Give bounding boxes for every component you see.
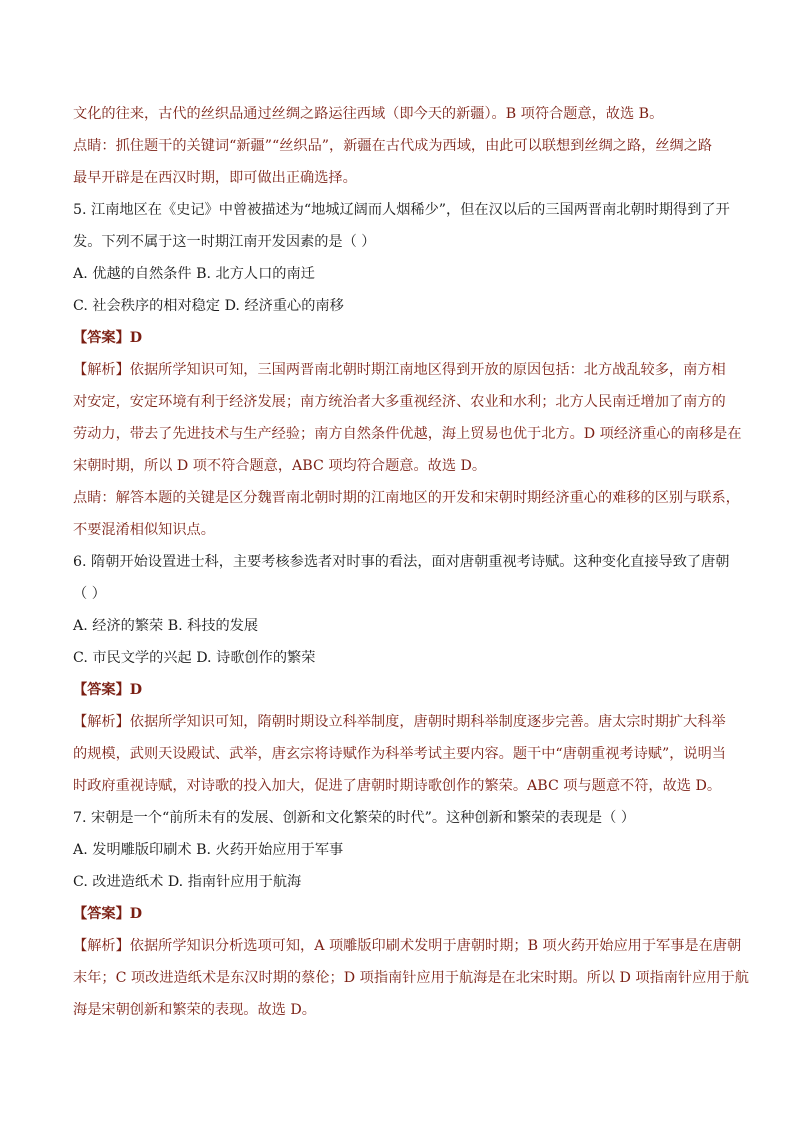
analysis-line: 末年；C 项改进造纸术是东汉时期的蔡伦；D 项指南针应用于航海是在北宋时期。所以 D 项指南针应用于航 bbox=[73, 970, 749, 986]
question-5-stem: 发。下列不属于这一时期江南开发因素的是（ ） bbox=[73, 234, 376, 250]
analysis-line: 的规模，武则天设殿试、武举，唐玄宗将诗赋作为科举考试主要内容。题干中“唐朝重视考诗赋”，说明当 bbox=[73, 746, 726, 762]
answer-label: 【答案】D bbox=[73, 682, 143, 698]
question-7-stem: 7. 宋朝是一个“前所未有的发展、创新和文化繁荣的时代”。这种创新和繁荣的表现是（ ） bbox=[73, 810, 636, 826]
analysis-line: 【解析】依据所学知识可知，隋朝时期设立科举制度，唐朝时期科举制度逐步完善。唐太宗时期扩大科举 bbox=[73, 714, 726, 730]
analysis-line: 对安定，安定环境有利于经济发展；南方统治者大多重视经济、农业和水利；北方人民南迁增加了南方的 bbox=[73, 394, 726, 410]
analysis-line: 宋朝时期，所以 D 项不符合题意，ABC 项均符合题意。故选 D。 bbox=[73, 458, 487, 474]
question-5-options: A. 优越的自然条件 B. 北方人口的南迁 bbox=[73, 266, 315, 282]
question-5-stem: 5. 江南地区在《史记》中曾被描述为“地城辽阔而人烟稀少”，但在汉以后的三国两晋南北朝时期得到了开 bbox=[73, 202, 730, 218]
text-line: 点睛：抓住题干的关键词“新疆”“丝织品”，新疆在古代成为西域，由此可以联想到丝绸之路，丝绸之路 bbox=[73, 138, 713, 154]
analysis-line: 时政府重视诗赋，对诗歌的投入加大，促进了唐朝时期诗歌创作的繁荣。ABC 项与题意不符，故选 D。 bbox=[73, 778, 722, 794]
text-line: 最早开辟是在西汉时期，即可做出正确选择。 bbox=[73, 170, 357, 186]
tip-line: 不要混淆相似知识点。 bbox=[73, 522, 215, 538]
answer-label: 【答案】D bbox=[73, 906, 143, 922]
text-line: 文化的往来，古代的丝织品通过丝绸之路运往西域（即今天的新疆）。B 项符合题意，故选 B。 bbox=[73, 106, 664, 122]
question-7-options: C. 改进造纸术 D. 指南针应用于航海 bbox=[73, 874, 302, 890]
analysis-line: 【解析】依据所学知识可知，三国两晋南北朝时期江南地区得到开放的原因包括：北方战乱较多，南方相 bbox=[73, 362, 726, 378]
question-5-options: C. 社会秩序的相对稳定 D. 经济重心的南移 bbox=[73, 298, 344, 314]
question-6-options: C. 市民文学的兴起 D. 诗歌创作的繁荣 bbox=[73, 650, 316, 666]
question-7-options: A. 发明雕版印刷术 B. 火药开始应用于军事 bbox=[73, 842, 344, 858]
question-6-stem: （ ） bbox=[73, 586, 106, 602]
analysis-line: 【解析】依据所学知识分析选项可知，A 项雕版印刷术发明于唐朝时期；B 项火药开始应用于军事是在唐朝 bbox=[73, 938, 742, 954]
question-6-stem: 6. 隋朝开始设置进士科，主要考核参选者对时事的看法，面对唐朝重视考诗赋。这种变化直接导致了唐朝 bbox=[73, 554, 730, 570]
question-6-options: A. 经济的繁荣 B. 科技的发展 bbox=[73, 618, 259, 634]
analysis-line: 海是宋朝创新和繁荣的表现。故选 D。 bbox=[73, 1002, 316, 1018]
tip-line: 点睛：解答本题的关键是区分魏晋南北朝时期的江南地区的开发和宋朝时期经济重心的难移的区别与联系， bbox=[73, 490, 740, 506]
analysis-line: 劳动力，带去了先进技术与生产经验；南方自然条件优越，海上贸易也优于北方。D 项经济重心的南移是在 bbox=[73, 426, 742, 442]
answer-label: 【答案】D bbox=[73, 330, 143, 346]
